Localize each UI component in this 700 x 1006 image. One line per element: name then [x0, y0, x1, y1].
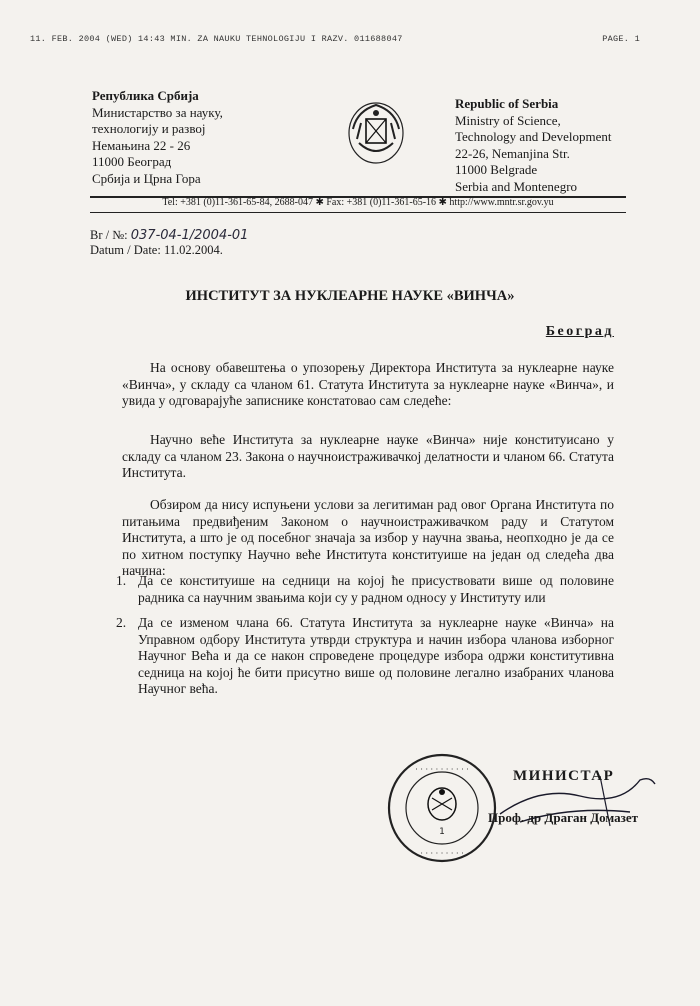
stamp-center-number: 1: [439, 827, 445, 837]
svg-text:· · · · · · · · ·: · · · · · · · · ·: [420, 849, 464, 858]
ministry-line2-sr: технологију и развој: [92, 121, 206, 136]
street-en: 22-26, Nemanjina Str.: [455, 145, 570, 161]
country-name-sr: Република Србија: [92, 88, 199, 103]
signature-name: Проф. др Драган Домазет: [488, 810, 639, 825]
list-item-number: 1.: [116, 573, 127, 588]
svg-text:· · · · · · · · · · ·: · · · · · · · · · · ·: [415, 765, 469, 774]
country-name-en: Republic of Serbia: [455, 96, 559, 111]
city-en: 11000 Belgrade: [455, 162, 538, 177]
city-sr: 11000 Београд: [92, 154, 172, 169]
reference-date: Datum / Date: 11.02.2004.: [90, 243, 223, 257]
list-item-number: 2.: [116, 615, 127, 630]
paragraph-1: На основу обавештења о упозорењу Директора Института за нуклеарне науке «Винча», у складу са чланом 61. Статута Института за нуклеарне науке «Винча», и увида у одговарајуће записнике констатовао сам следеће:: [122, 360, 614, 408]
list-item: [116, 615, 614, 698]
list-item: [116, 573, 614, 606]
divider-bottom: [90, 212, 626, 213]
list-item-text: Да се изменом члана 66. Статута Института за нуклеарне науке «Винча» на Управном одбору Института утврди структура и начин избора чланова изборног Научног Већа и да се након спроведене процедуре избора одржи конститутивна седница на којој ће бити присутно више од половине легално изабраних чланова Научног већа.: [138, 615, 614, 696]
addressee: ИНСТИТУТ ЗА НУКЛЕАРНЕ НАУКЕ «ВИНЧА»: [185, 288, 515, 304]
ministry-line1-en: Ministry of Science,: [455, 112, 561, 128]
state-en: Serbia and Montenegro: [455, 178, 578, 194]
fax-header-left: 11. FEB. 2004 (WED) 14:43 MIN. ZA NAUKU TEHNOLOGIJU I RAZV. 011688047: [30, 34, 403, 44]
letterhead-serbian: [92, 88, 312, 187]
contact-line: Tel: +381 (0)11-361-65-84, 2688-047 ✱ Fax: +381 (0)11-361-65-16 ✱ http://www.mntr.sr.gov.yu: [162, 197, 554, 208]
addressee-city: Београд: [545, 324, 614, 339]
reference-label: Br / №:: [90, 228, 128, 242]
fax-header: [0, 34, 700, 48]
state-sr: Србија и Црна Гора: [92, 170, 201, 186]
letterhead-english: [455, 96, 665, 195]
ministry-line2-en: Technology and Development: [455, 129, 612, 144]
coat-of-arms-icon: [347, 99, 405, 165]
list-item-text: Да се конституише на седници на којој ће присуствовати више од половине радника са научним звањима који су у радном односу у Институту или: [138, 573, 614, 605]
fax-header-page: PAGE. 1: [602, 34, 640, 44]
street-sr: Немањина 22 - 26: [92, 137, 191, 153]
signature-title: МИНИСТАР: [513, 768, 615, 784]
paragraph-3: Обзиром да нису испуњени услови за легитиман рад овог Органа Института по питањима предвиђеним Законом о научноистраживачком раду и Статутом Института, а што је од посебног значаја за избор у научна звања, неопходно је да се по хитном поступку Научно веће Института конституише на један од следећа два начина:: [122, 497, 614, 578]
paragraph-2: Научно веће Института за нуклеарне науке «Винча» није конституисано у складу са чланом 23. Закона о научноистраживачкој делатности и чланом 66. Статута Института.: [122, 432, 614, 480]
ministry-line1-sr: Министарство за науку,: [92, 104, 223, 120]
reference-block: [90, 228, 248, 258]
reference-number: 037-04-1/2004-01: [130, 228, 249, 243]
